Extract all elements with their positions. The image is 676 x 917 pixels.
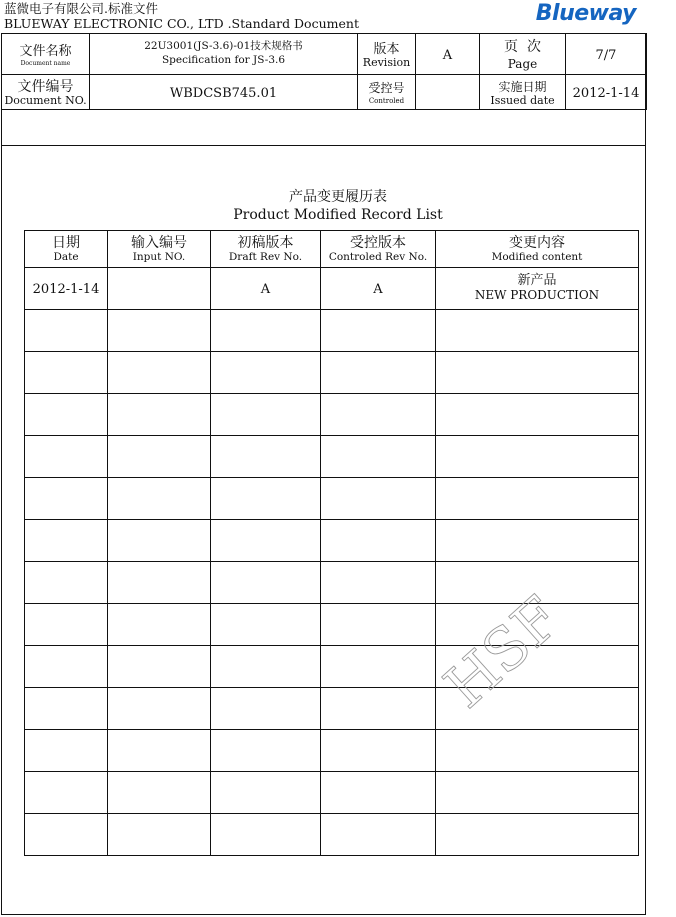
cell-input-no bbox=[108, 688, 211, 730]
document-name-value: 22U3001(JS-3.6)-01技术规格书 Specification for JS-3.6 bbox=[90, 34, 358, 75]
cell-controlled-rev bbox=[321, 310, 436, 352]
cell-date: 2012-1-14 bbox=[25, 268, 108, 310]
table-row bbox=[25, 814, 639, 856]
cell-draft-rev bbox=[211, 310, 321, 352]
table-row bbox=[25, 352, 639, 394]
section-divider bbox=[1, 145, 646, 146]
column-header-1: 输入编号 Input NO. bbox=[108, 231, 211, 268]
cell-modified-content bbox=[436, 436, 639, 478]
document-no-value: WBDCSB745.01 bbox=[90, 75, 358, 110]
table-row bbox=[25, 730, 639, 772]
cell-controlled-rev bbox=[321, 814, 436, 856]
revision-value: A bbox=[416, 34, 480, 75]
cell-date bbox=[25, 562, 108, 604]
cell-draft-rev bbox=[211, 394, 321, 436]
table-row bbox=[25, 562, 639, 604]
issued-date-value: 2012-1-14 bbox=[566, 75, 647, 110]
cell-date bbox=[25, 310, 108, 352]
document-header-table bbox=[1, 33, 647, 110]
cell-input-no bbox=[108, 814, 211, 856]
cell-date bbox=[25, 730, 108, 772]
hsf-watermark bbox=[431, 583, 574, 722]
table-row bbox=[25, 394, 639, 436]
cell-date bbox=[25, 814, 108, 856]
cell-modified-content bbox=[436, 730, 639, 772]
controlled-value bbox=[416, 75, 480, 110]
cell-input-no bbox=[108, 310, 211, 352]
cell-date bbox=[25, 772, 108, 814]
table-row bbox=[25, 268, 639, 310]
cell-controlled-rev bbox=[321, 562, 436, 604]
cell-date bbox=[25, 352, 108, 394]
cell-controlled-rev bbox=[321, 520, 436, 562]
cell-modified-content bbox=[436, 310, 639, 352]
cell-controlled-rev bbox=[321, 772, 436, 814]
cell-input-no bbox=[108, 730, 211, 772]
cell-draft-rev bbox=[211, 562, 321, 604]
cell-controlled-rev bbox=[321, 646, 436, 688]
cell-input-no bbox=[108, 394, 211, 436]
cell-draft-rev bbox=[211, 688, 321, 730]
blueway-logo: Blueway bbox=[535, 1, 636, 26]
column-header-3: 受控版本 Controled Rev No. bbox=[321, 231, 436, 268]
cell-controlled-rev bbox=[321, 730, 436, 772]
document-name-label: 文件名称 Document name bbox=[2, 34, 90, 75]
cell-draft-rev bbox=[211, 604, 321, 646]
cell-draft-rev bbox=[211, 646, 321, 688]
document-no-label: 文件编号 Document NO. bbox=[2, 75, 90, 110]
cell-controlled-rev: A bbox=[321, 268, 436, 310]
cell-draft-rev bbox=[211, 520, 321, 562]
cell-date bbox=[25, 604, 108, 646]
cell-modified-content: 新产品 NEW PRODUCTION bbox=[436, 268, 639, 310]
cell-input-no bbox=[108, 268, 211, 310]
table-row bbox=[25, 310, 639, 352]
cell-controlled-rev bbox=[321, 436, 436, 478]
cell-date bbox=[25, 436, 108, 478]
record-table-header bbox=[25, 231, 639, 268]
cell-input-no bbox=[108, 478, 211, 520]
cell-controlled-rev bbox=[321, 352, 436, 394]
cell-date bbox=[25, 688, 108, 730]
cell-draft-rev bbox=[211, 814, 321, 856]
cell-input-no bbox=[108, 772, 211, 814]
cell-date bbox=[25, 646, 108, 688]
record-list-title-en: Product Modified Record List bbox=[233, 207, 443, 223]
column-header-2: 初稿版本 Draft Rev No. bbox=[211, 231, 321, 268]
table-row bbox=[25, 436, 639, 478]
company-name-cn: 蓝微电子有限公司.标准文件 bbox=[4, 1, 158, 16]
cell-input-no bbox=[108, 646, 211, 688]
cell-date bbox=[25, 394, 108, 436]
company-header bbox=[4, 1, 359, 31]
table-row bbox=[25, 520, 639, 562]
cell-draft-rev bbox=[211, 352, 321, 394]
record-table-body bbox=[25, 268, 639, 856]
cell-draft-rev bbox=[211, 772, 321, 814]
cell-modified-content bbox=[436, 772, 639, 814]
cell-date bbox=[25, 478, 108, 520]
cell-modified-content bbox=[436, 352, 639, 394]
cell-date bbox=[25, 520, 108, 562]
page-value: 7/7 bbox=[566, 34, 647, 75]
cell-input-no bbox=[108, 352, 211, 394]
cell-modified-content bbox=[436, 478, 639, 520]
cell-modified-content bbox=[436, 394, 639, 436]
cell-draft-rev bbox=[211, 730, 321, 772]
cell-controlled-rev bbox=[321, 394, 436, 436]
cell-draft-rev bbox=[211, 436, 321, 478]
record-list-title bbox=[0, 188, 676, 224]
company-name-en: BLUEWAY ELECTRONIC CO., LTD .Standard Document bbox=[4, 16, 359, 31]
record-list-title-cn: 产品变更履历表 bbox=[289, 189, 387, 205]
cell-draft-rev bbox=[211, 478, 321, 520]
cell-controlled-rev bbox=[321, 688, 436, 730]
controlled-label: 受控号 Controled bbox=[358, 75, 416, 110]
cell-draft-rev: A bbox=[211, 268, 321, 310]
hsf-watermark-text: HSF bbox=[431, 583, 574, 722]
cell-modified-content bbox=[436, 520, 639, 562]
issued-date-label: 实施日期 Issued date bbox=[480, 75, 566, 110]
cell-modified-content bbox=[436, 814, 639, 856]
cell-input-no bbox=[108, 604, 211, 646]
column-header-4: 变更内容 Modified content bbox=[436, 231, 639, 268]
page-label: 页 次 Page bbox=[480, 34, 566, 75]
cell-input-no bbox=[108, 436, 211, 478]
cell-controlled-rev bbox=[321, 478, 436, 520]
revision-label: 版本 Revision bbox=[358, 34, 416, 75]
record-table bbox=[24, 230, 639, 856]
cell-input-no bbox=[108, 520, 211, 562]
table-row bbox=[25, 772, 639, 814]
cell-input-no bbox=[108, 562, 211, 604]
column-header-0: 日期 Date bbox=[25, 231, 108, 268]
table-row bbox=[25, 478, 639, 520]
cell-controlled-rev bbox=[321, 604, 436, 646]
